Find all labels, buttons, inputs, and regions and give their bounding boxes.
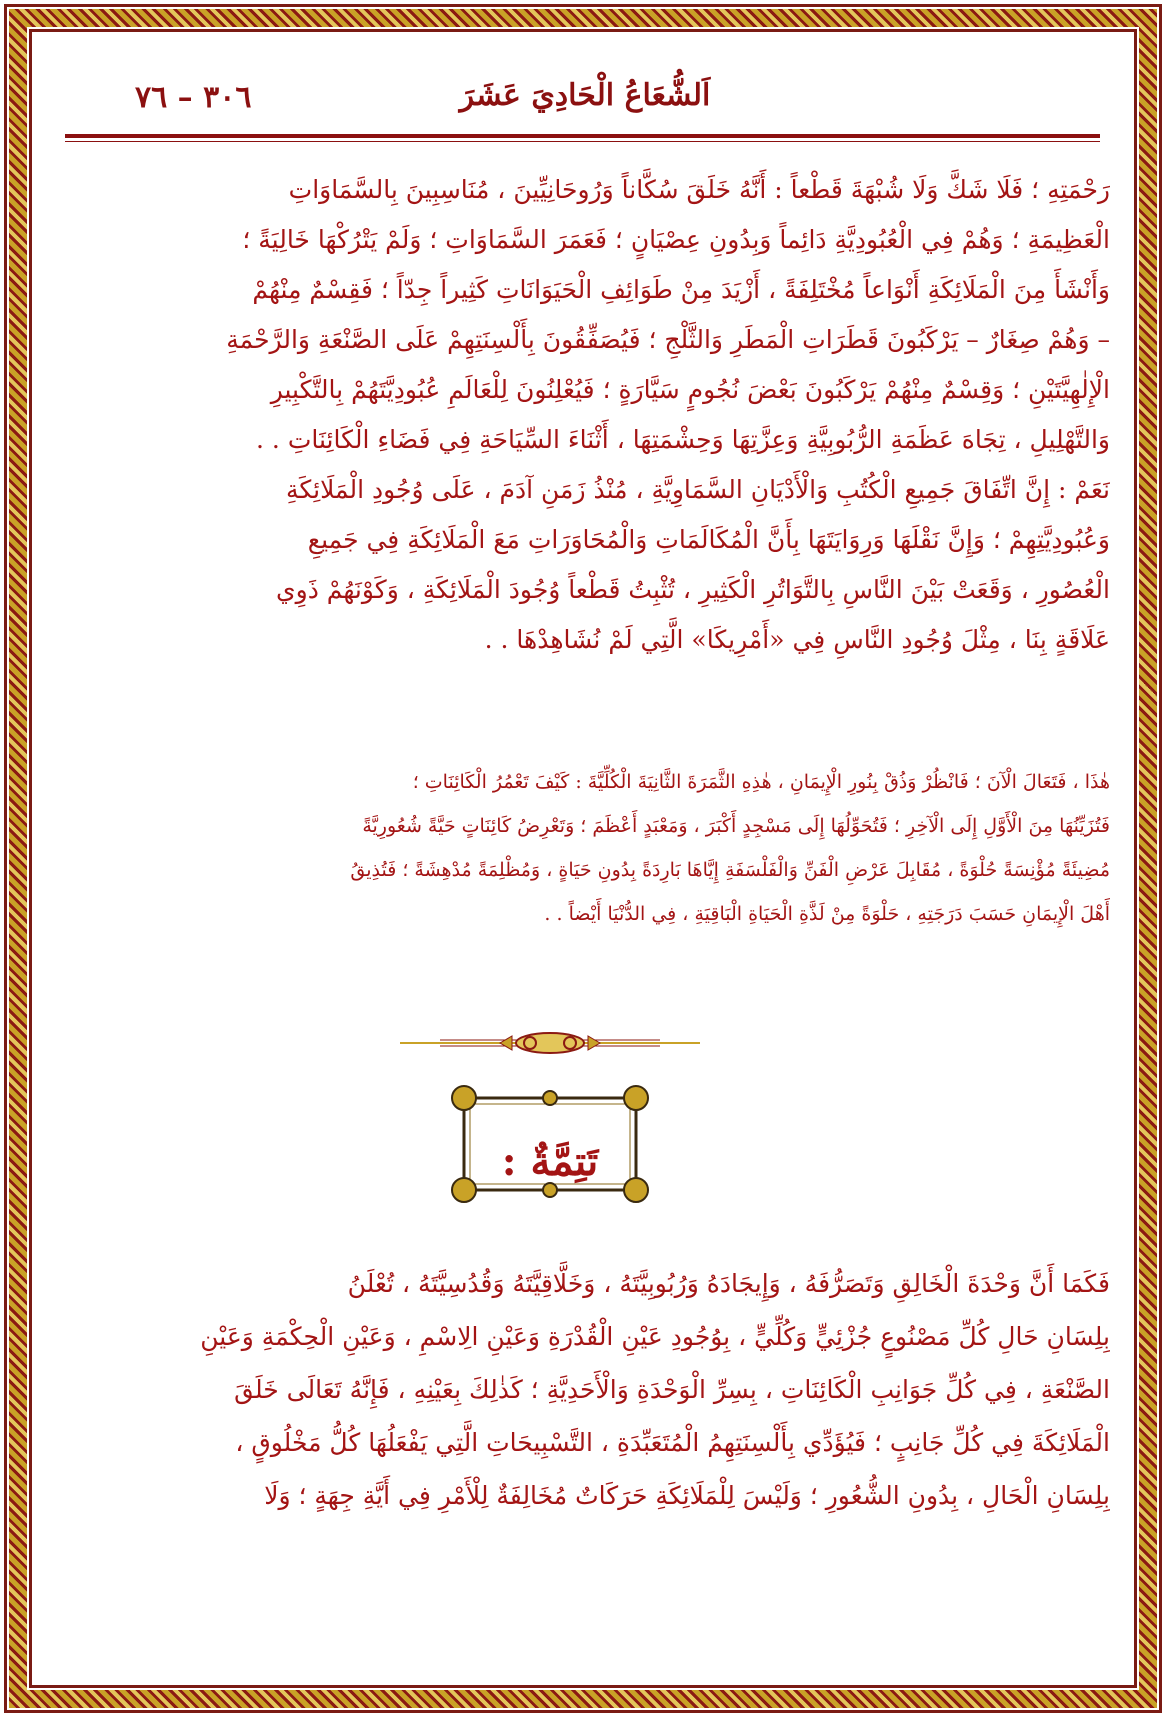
text-line: رَحْمَتِهِ ؛ فَلَا شَكَّ وَلَا شُبْهَةَ قَطْعاً : أَنَّهُ خَلَقَ سُكَّاناً وَرُوحَانِيِّينَ ، مُنَاسِبِينَ بِالسَّمَاوَاتِ	[288, 175, 1110, 204]
text-line: الْمَلَائِكَةَ فِي كُلِّ جَانِبٍ ؛ فَيُؤَدِّي بِأَلْسِنَتِهِمُ الْمُتَعَبِّدَةِ ، التَّسْبِيحَاتِ الَّتِي يَفْعَلُهَا كُلُّ مَخْلُوقٍ ،	[235, 1428, 1110, 1457]
text-line: الْإِلٰهِيَّتَيْنِ ؛ وَقِسْمٌ مِنْهُمْ يَرْكَبُونَ بَعْضَ نُجُومٍ سَيَّارَةٍ ؛ فَيُعْلِنُونَ لِلْعَالَمِ عُبُودِيَّتَهُمْ بِالتَّكْبِيرِ	[270, 375, 1110, 404]
text-line: بِلِسَانِ حَالِ كُلِّ مَصْنُوعٍ جُزْئِيٍّ وَكُلِّيٍّ ، بِوُجُودِ عَيْنِ الْقُدْرَةِ وَعَيْنِ الِاسْمِ ، وَعَيْنِ الْحِكْمَةِ وَعَيْنِ	[200, 1322, 1110, 1351]
ornamental-divider	[400, 1028, 700, 1058]
text-line: الصَّنْعَةِ ، فِي كُلِّ جَوَانِبِ الْكَائِنَاتِ ، بِسِرِّ الْوَحْدَةِ وَالْأَحَدِيَّةِ ؛ كَذٰلِكَ بِعَيْنِهِ ، فَإِنَّهُ تَعَالَى خَلَقَ	[234, 1375, 1110, 1404]
paragraph-secondary	[60, 760, 1110, 936]
section-title: تَتِمَّةٌ :	[501, 1138, 599, 1185]
text-line: بِلِسَانِ الْحَالِ ، بِدُونِ الشُّعُورِ ؛ وَلَيْسَ لِلْمَلَائِكَةِ حَرَكَاتٌ مُخَالِفَةٌ لِلْأَمْرِ فِي أَيَّةِ جِهَةٍ ؛ وَلَا	[264, 1481, 1110, 1510]
header-rule-thin	[65, 141, 1100, 142]
paragraph-main-2	[60, 1257, 1110, 1522]
text-line: نَعَمْ : إِنَّ اتِّفَاقَ جَمِيعِ الْكُتُبِ وَالْأَدْيَانِ السَّمَاوِيَّةِ ، مُنْذُ زَمَنِ آدَمَ ، عَلَى وُجُودِ الْمَلَائِكَةِ	[285, 475, 1110, 504]
section-title-frame	[450, 1084, 650, 1204]
page-number: ٣٠٦ – ٧٦	[135, 80, 252, 115]
header-rule-thick	[65, 134, 1100, 138]
paragraph-main-1	[60, 165, 1110, 665]
text-line: وَالتَّهْلِيلِ ، تِجَاهَ عَظَمَةِ الرُّبُوبِيَّةِ وَعِزَّتِهَا وَحِشْمَتِهَا ، أَثْنَاءَ السِّيَاحَةِ فِي فَضَاءِ الْكَائِنَاتِ . .	[256, 425, 1110, 454]
text-line: الْعَظِيمَةِ ؛ وَهُمْ فِي الْعُبُودِيَّةِ دَائِماً وَبِدُونِ عِصْيَانٍ ؛ فَعَمَرَ السَّمَاوَاتِ ؛ وَلَمْ يَتْرُكْهَا خَالِيَةً ؛	[242, 225, 1110, 254]
text-line: وَعُبُودِيَّتِهِمْ ؛ وَإِنَّ نَقْلَهَا وَرِوَايَتَهَا بِأَنَّ الْمُكَالَمَاتِ وَالْمُحَاوَرَاتِ مَعَ الْمَلَائِكَةِ فِي جَمِيعِ	[307, 525, 1110, 554]
chapter-title: اَلشُّعَاعُ الْحَادِيَ عَشَرَ	[459, 78, 711, 113]
text-line: فَتُزَيِّنُهَا مِنَ الْأَوَّلِ إِلَى الْآخِرِ ؛ فَتُحَوِّلُهَا إِلَى مَسْجِدٍ أَكْبَرَ ، وَمَعْبَدٍ أَعْظَمَ ؛ وَتَعْرِضُ كَائِنَاتٍ حَيَّةً شُعُورِيَّةً	[362, 815, 1110, 837]
page-header	[60, 60, 1110, 124]
text-line: فَكَمَا أَنَّ وَحْدَةَ الْخَالِقِ وَتَصَرُّفَهُ ، وَإِيجَادَهُ وَرُبُوبِيَّتَهُ ، وَخَلَّاقِيَّتَهُ وَقُدُسِيَّتَهُ ، تُعْلَنُ	[347, 1269, 1110, 1298]
text-line: – وَهُمْ صِغَارٌ – يَرْكَبُونَ قَطَرَاتِ الْمَطَرِ وَالثَّلْجِ ؛ فَيُصَفِّقُونَ بِأَلْسِنَتِهِمْ عَلَى الصَّنْعَةِ وَالرَّحْمَةِ	[226, 325, 1110, 354]
text-line: وَأَنْشَأَ مِنَ الْمَلَائِكَةِ أَنْوَاعاً مُخْتَلِفَةً ، أَزْيَدَ مِنْ طَوَائِفِ الْحَيَوَانَاتِ كَثِيراً جِدّاً ؛ فَقِسْمٌ مِنْهُمْ	[252, 275, 1110, 304]
page-content	[60, 60, 1110, 1660]
text-line: مُضِيئَةً مُؤْنِسَةً حُلْوَةً ، مُقَابِلَ عَرْضِ الْفَنِّ وَالْفَلْسَفَةِ إِيَّاهَا بَارِدَةً بِدُونِ حَيَاةٍ ، وَمُظْلِمَةً مُدْهِشَةً ؛ فَتُذِيقُ	[350, 859, 1110, 881]
text-line: أَهْلَ الْإِيمَانِ حَسَبَ دَرَجَتِهِ ، حَلْوَةً مِنْ لَذَّةِ الْحَيَاةِ الْبَاقِيَةِ ، فِي الدُّنْيَا أَيْضاً . .	[544, 903, 1110, 925]
text-line: هٰذَا ، فَتَعَالَ الْآنَ ؛ فَانْظُرْ وَذُقْ بِنُورِ الْإِيمَانِ ، هٰذِهِ الثَّمَرَةَ الثَّانِيَةَ الْكُلِّيَّةَ : كَيْفَ تَعْمُرُ الْكَائِنَاتِ ؛	[412, 771, 1110, 793]
text-line: عَلَاقَةٍ بِنَا ، مِثْلَ وُجُودِ النَّاسِ فِي «أَمْرِيكَا» الَّتِي لَمْ نُشَاهِدْهَا . .	[484, 625, 1110, 654]
text-line: الْعُصُورِ ، وَقَعَتْ بَيْنَ النَّاسِ بِالتَّوَاتُرِ الْكَثِيرِ ، تُثْبِتُ قَطْعاً وُجُودَ الْمَلَائِكَةِ ، وَكَوْنَهُمْ ذَوِي	[276, 575, 1110, 604]
